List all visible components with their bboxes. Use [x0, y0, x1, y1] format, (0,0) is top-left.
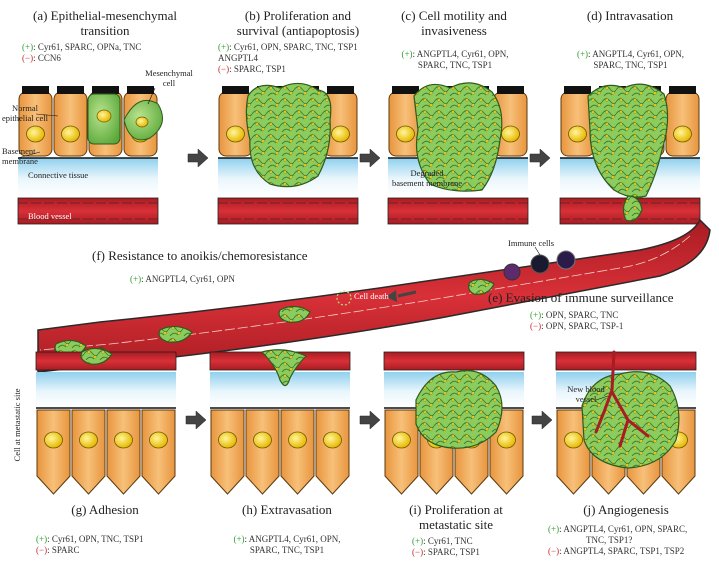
panel-f-title: (f) Resistance to anoikis/chemoresistance — [92, 248, 308, 263]
cell-cap — [22, 86, 49, 94]
panel-e-markers: (+): OPN, SPARC, TNC (−): OPN, SPARC, TSP-1 — [530, 310, 624, 331]
metastatic-site-cell — [37, 410, 70, 494]
panel-i-title: (i) Proliferation at metastatic site — [409, 502, 503, 532]
panel-i-markers: (+): Cyr61, TNC (−): SPARC, TSP1 — [412, 536, 480, 557]
panel-e-title: (e) Evasion of immune surveillance — [488, 290, 674, 305]
epithelial-cell — [54, 92, 87, 156]
cell-cap — [497, 86, 524, 94]
cell-cap — [392, 86, 419, 94]
panel-h-markers: (+): ANGPTL4, Cyr61, OPN, SPARC, TNC, TSP1 — [233, 534, 341, 555]
arrow-a-to-b — [188, 149, 208, 167]
panel-c-markers: (+): ANGPTL4, Cyr61, OPN, SPARC, TNC, TSP1 — [401, 49, 509, 70]
cell-nucleus — [136, 117, 148, 127]
label-degraded-basement: Degraded basement membrane — [391, 168, 463, 188]
panel-j-title: (j) Angiogenesis — [583, 502, 669, 517]
cell-nucleus — [393, 432, 411, 448]
metastatic-site-cell — [211, 410, 244, 494]
cell-nucleus — [80, 432, 98, 448]
label-immune-cells: Immune cells — [508, 238, 555, 248]
label-cell-at-metastatic-site: Cell at metastatic site — [12, 388, 22, 462]
arrow-h-to-i — [360, 411, 380, 429]
cell-nucleus — [227, 126, 245, 142]
panel-b-title: (b) Proliferation and survival (antiapoptosis) — [236, 8, 360, 38]
label-mesenchymal-cell: Mesenchymal cell — [145, 68, 193, 88]
cell-nucleus — [332, 126, 350, 142]
cell-cap — [57, 86, 84, 94]
label-normal-epithelial-cell: Normal epithelial cell — [2, 103, 49, 123]
metastatic-site-cell — [246, 410, 279, 494]
panel-j-markers: (+): ANGPTL4, Cyr61, OPN, SPARC, TNC, TSP1? (−): ANGPTL4, SPARC, TSP1, TSP2 — [548, 524, 688, 556]
cell-nucleus — [45, 432, 63, 448]
cell-nucleus — [502, 126, 520, 142]
panel-d-title: (d) Intravasation — [586, 8, 674, 23]
cell-nucleus — [565, 432, 583, 448]
metastatic-site-cell — [142, 410, 175, 494]
panel-f-markers: (+): ANGPTL4, Cyr61, OPN — [130, 274, 235, 284]
immune-cell — [557, 251, 575, 269]
metastatic-site-cell — [316, 410, 349, 494]
immune-cell — [531, 255, 549, 273]
label-blood-vessel: Blood vessel — [28, 211, 72, 221]
panel-a-title: (a) Epithelial-mesenchymal transition — [32, 8, 178, 38]
diagram-scene — [18, 83, 710, 494]
arrow-b-to-c — [360, 149, 380, 167]
cell-nucleus — [115, 432, 133, 448]
connective-tissue — [36, 372, 176, 408]
blood-vessel — [388, 198, 528, 224]
cell-nucleus — [97, 110, 111, 122]
arrow-c-to-d — [530, 149, 550, 167]
blood-vessel — [218, 198, 358, 224]
panel-g-title: (g) Adhesion — [71, 502, 139, 517]
panel-h-title: (h) Extravasation — [242, 502, 332, 517]
cell-nucleus — [150, 432, 168, 448]
cell-nucleus — [62, 126, 80, 142]
cell-nucleus — [254, 432, 272, 448]
blood-vessel — [556, 352, 696, 370]
blood-vessel — [384, 352, 524, 370]
cell-nucleus — [397, 126, 415, 142]
cell-nucleus — [27, 126, 45, 142]
leader-line — [535, 247, 540, 255]
cell-cap — [92, 86, 119, 94]
tissue-block-bottom-0 — [36, 352, 176, 494]
immune-cell — [504, 264, 520, 280]
panel-g-markers: (+): Cyr61, OPN, TNC, TSP1 (−): SPARC — [36, 534, 144, 555]
panel-d-markers: (+): ANGPTL4, Cyr61, OPN, SPARC, TNC, TSP1 — [576, 49, 685, 70]
label-connective-tissue: Connective tissue — [28, 170, 89, 180]
cell-nucleus — [289, 432, 307, 448]
metastatic-site-cell — [107, 410, 140, 494]
metastatic-site-cell — [281, 410, 314, 494]
tumor-mass-b — [246, 83, 330, 186]
cell-nucleus — [219, 432, 237, 448]
panel-c-title: (c) Cell motility and invasiveness — [401, 8, 507, 38]
panel-a-markers: (+): Cyr61, SPARC, OPNa, TNC (−): CCN6 — [22, 42, 142, 63]
metastatic-tumor-i — [416, 371, 502, 449]
cell-nucleus — [324, 432, 342, 448]
epithelial-cell — [666, 92, 699, 156]
panel-b-markers: (+): Cyr61, OPN, SPARC, TNC, TSP1 ANGPTL4 (−): SPARC, TSP1 — [218, 42, 358, 74]
cell-nucleus — [674, 126, 692, 142]
label-cell-death: Cell death — [354, 291, 389, 301]
metastatic-site-cell — [72, 410, 105, 494]
cell-cap — [669, 86, 696, 94]
cell-nucleus — [498, 432, 516, 448]
cell-nucleus — [569, 126, 587, 142]
label-basement-membrane: Basement membrane — [2, 146, 38, 166]
cell-cap — [222, 86, 249, 94]
metastatic-site-cell — [385, 410, 418, 494]
cell-cap — [564, 86, 591, 94]
arrow-i-to-j — [532, 411, 552, 429]
label-new-blood-vessel: New blood vessel — [567, 384, 605, 404]
cell-cap — [327, 86, 354, 94]
arrow-g-to-h — [186, 411, 206, 429]
